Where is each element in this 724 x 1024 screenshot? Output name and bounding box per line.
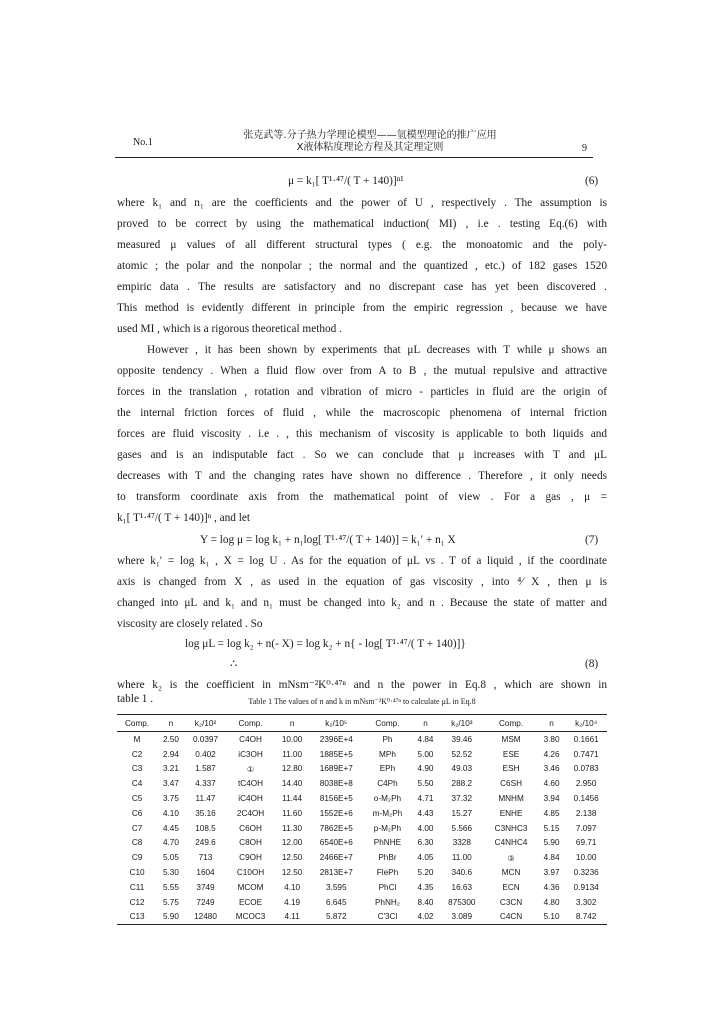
table-cell: 39.46 — [451, 734, 473, 744]
table-cell: 2.94 — [162, 749, 179, 759]
table-cell: 4.45 — [162, 823, 179, 833]
paragraph-2-line: forces are fluid viscosity . i.e . , this mechanism of viscosity is applicable to both liquids and — [117, 428, 607, 440]
table-cell: 3328 — [452, 838, 471, 848]
table-cell: 3.75 — [162, 794, 179, 804]
table-cell: 7.097 — [575, 823, 597, 833]
table-cell: 4.84 — [417, 734, 434, 744]
table-cell: 3.089 — [439, 910, 484, 925]
table-cell: MCOM — [237, 882, 264, 892]
table-cell: 4.10 — [284, 882, 301, 892]
table-cell: iC3OH — [238, 749, 263, 759]
paragraph-2-line: the internal friction forces of fluid , while the macroscopic phenomena of internal friction — [117, 407, 607, 419]
table-cell: 4.10 — [162, 808, 179, 818]
table-cell: EPh — [379, 764, 396, 774]
table-cell: 0.1456 — [573, 794, 599, 804]
table-cell: 1689E+7 — [319, 764, 353, 774]
paragraph-2-line: opposite tendency . When a fluid flow over from A to B , the mutual repulsive and attractive — [117, 365, 607, 377]
table-cell: 4.11 — [275, 910, 310, 925]
table-cell: C4NHC4 — [494, 838, 528, 848]
table-cell: C9OH — [239, 853, 262, 863]
table-cell: MCN — [501, 868, 521, 878]
equation-6: μ = k₁[ T¹·⁴⁷/( T + 140)]ⁿ¹ — [288, 175, 404, 187]
table-cell: 875300 — [448, 897, 476, 907]
table-cell: 5.00 — [417, 749, 434, 759]
table-cell: p-M₂Ph — [373, 823, 402, 833]
table-cell: 5.566 — [451, 823, 473, 833]
table-cell: 3.46 — [543, 764, 560, 774]
paragraph-2-line: k₁[ T¹·⁴⁷/( T + 140)]ⁿ , and let — [117, 512, 251, 524]
equation-6-number: (6) — [585, 175, 599, 187]
table-cell: o-M₂Ph — [373, 794, 402, 804]
table-cell: ESH — [502, 764, 520, 774]
table-cell: 4.84 — [543, 853, 560, 863]
table-cell: 3.21 — [162, 764, 179, 774]
table-row — [117, 776, 607, 791]
column-header: k₂/10² — [185, 715, 227, 732]
table-cell: 5.90 — [543, 838, 560, 848]
paragraph-3-line: viscosity are closely related . So — [117, 618, 263, 630]
table-cell: 0.402 — [195, 749, 216, 759]
table-cell: C12 — [129, 897, 145, 907]
table-cell: 1604 — [196, 868, 215, 878]
table-cell: ENHE — [499, 808, 523, 818]
column-header: n — [157, 715, 185, 732]
table-cell: 4.337 — [195, 779, 216, 789]
paragraph-1-line: This method is evidently different in principle from the empiric regression , because we have — [117, 302, 607, 314]
therefore-symbol: ∴ — [230, 658, 238, 670]
running-title — [200, 130, 540, 154]
table-cell: 4.80 — [543, 897, 560, 907]
table-cell: 3.97 — [543, 868, 560, 878]
table-cell: 5.15 — [543, 823, 560, 833]
table-cell: 0.0397 — [192, 734, 219, 744]
table-cell: m-M₂Ph — [372, 808, 403, 818]
table-cell: ① — [246, 764, 255, 774]
table-cell: 4.00 — [417, 823, 434, 833]
table-cell: MCOC3 — [226, 910, 275, 925]
table-cell: C4CN — [484, 910, 537, 925]
table-cell: MSM — [501, 734, 521, 744]
table-cell: C9 — [131, 853, 143, 863]
table-row — [117, 880, 607, 895]
table-cell: 11.47 — [195, 794, 216, 804]
table-cell: iC4OH — [238, 794, 263, 804]
table-cell: 52.52 — [451, 749, 473, 759]
table-cell: 2C4OH — [236, 808, 265, 818]
table-cell: 5.10 — [538, 910, 566, 925]
table-cell: 10.00 — [575, 853, 597, 863]
values-table — [117, 714, 607, 925]
paragraph-1-line: where k₁ and n₁ are the coefficients and the power of U , respectively . The assumption is — [117, 197, 607, 209]
table-cell: 1552E+6 — [319, 808, 353, 818]
table-cell: 5.30 — [162, 868, 179, 878]
column-header: Comp. — [226, 715, 275, 732]
column-header: k₂/10⁴ — [565, 715, 607, 732]
table-cell: 5.872 — [309, 910, 363, 925]
table-cell: 12.50 — [281, 868, 303, 878]
table-cell: 1.587 — [195, 764, 216, 774]
table-cell: C10 — [129, 868, 145, 878]
table-cell: 69.71 — [575, 838, 597, 848]
table-cell: C2 — [131, 749, 143, 759]
table-cell: 11.60 — [282, 808, 303, 818]
table-cell: C5 — [131, 794, 143, 804]
table-cell: 2.50 — [162, 734, 179, 744]
table-cell: 5.90 — [157, 910, 185, 925]
table-cell: C6 — [131, 808, 143, 818]
paragraph-1-line: measured μ values of all different structural types ( e.g. the monoatomic and the poly- — [117, 239, 607, 251]
table-cell: 7249 — [196, 897, 215, 907]
paragraph-1-line: empiric data . The results are satisfactory and no discrepant case has yet been discovered . — [117, 281, 607, 293]
table-cell: C8OH — [239, 838, 262, 848]
paragraph-4-line: table 1 . — [117, 693, 154, 705]
table-cell: 11.44 — [282, 794, 303, 804]
table-cell: 11.00 — [282, 749, 303, 759]
table-cell: MPh — [379, 749, 396, 759]
table-cell: 8.40 — [417, 897, 434, 907]
table-cell: 0.3236 — [573, 868, 599, 878]
table-cell: 12.50 — [281, 853, 303, 863]
table-cell: 4.71 — [417, 794, 434, 804]
table-cell: ECN — [502, 882, 520, 892]
column-header: n — [538, 715, 566, 732]
table-cell: 5.75 — [162, 897, 179, 907]
table-cell: C8 — [131, 838, 143, 848]
table-cell: 1885E+5 — [319, 749, 353, 759]
table-cell: M — [133, 734, 141, 744]
table-cell: 8038E+8 — [319, 779, 353, 789]
table-cell: 12.00 — [281, 838, 303, 848]
table-cell: C13 — [117, 910, 157, 925]
paragraph-2-line: forces in the translation , rotation and vibration of micro - particles in fluid are the origin of — [117, 386, 607, 398]
table-cell: 0.9134 — [573, 882, 599, 892]
column-header: Comp. — [117, 715, 157, 732]
table-cell: 2813E+7 — [319, 868, 353, 878]
table-row — [117, 850, 607, 865]
running-title-line2: Ⅹ液体粘度理论方程及其定理定则 — [296, 142, 444, 153]
table-cell: ECOE — [238, 897, 263, 907]
table-cell: 5.55 — [162, 882, 179, 892]
table-cell: 4.05 — [417, 853, 434, 863]
table-cell: 4.60 — [543, 779, 560, 789]
table-cell: 12.80 — [281, 764, 303, 774]
table-cell: 16.63 — [451, 882, 473, 892]
table-cell: 4.85 — [543, 808, 560, 818]
running-title-line1: 张克武等.分子热力学理论模型——氫模型理论的推广应用 — [243, 130, 497, 141]
table-row — [117, 806, 607, 821]
paragraph-3-line: where k₁′ = log k₁ , X = log U . As for the equation of μL vs . T of a liquid , if the coordinate — [117, 555, 607, 567]
paragraph-1-line: proved to be correct by using the mathematical induction( MI) , i.e . testing Eq.(6) with — [117, 218, 607, 230]
table-cell: 713 — [198, 853, 213, 863]
table-cell: 15.27 — [451, 808, 473, 818]
table-row — [117, 747, 607, 762]
table-row — [117, 762, 607, 777]
paragraph-2-line: decreases with T and the changing rates have shown no difference . Therefore , it only needs — [117, 470, 607, 482]
paragraph-2-line: to transform coordinate axis from the mathematical point of view . For a gas , μ = — [117, 491, 607, 503]
table-cell: 11.00 — [451, 853, 472, 863]
table-caption: Table 1 The values of n and k in mNsm⁻²K⁰·⁴⁷ⁿ to calculate μL in Eq.8 — [248, 697, 476, 706]
table-cell: C4OH — [239, 734, 262, 744]
table-cell: 12480 — [185, 910, 227, 925]
table-cell: 3.80 — [543, 734, 560, 744]
table-cell: 3.302 — [575, 897, 597, 907]
table-body — [117, 732, 607, 925]
table-cell: C6SH — [500, 779, 522, 789]
table-cell: 4.35 — [417, 882, 434, 892]
table-cell: C6OH — [239, 823, 262, 833]
table-cell: 249.6 — [195, 838, 216, 848]
table-cell: 0.0783 — [573, 764, 599, 774]
table-cell: ③ — [507, 853, 515, 863]
table-cell: 0.1661 — [573, 734, 599, 744]
paragraph-1-line: used MI , which is a rigorous theoretical method . — [117, 323, 342, 335]
table-row — [117, 865, 607, 880]
table-cell: 3.595 — [326, 882, 347, 892]
column-header: k₂/10³ — [439, 715, 484, 732]
table-cell: 49.03 — [451, 764, 473, 774]
table-cell: FlePh — [376, 868, 399, 878]
equation-7: Y = log μ = log k₁ + n₁log[ T¹·⁴⁷/( T + 140)] = k₁′ + n₁ X — [200, 534, 456, 546]
table-cell: 11.30 — [282, 823, 303, 833]
table-cell: 5.05 — [162, 853, 179, 863]
header-rule — [115, 157, 593, 158]
column-header: Comp. — [484, 715, 537, 732]
table-cell: 6.645 — [326, 897, 347, 907]
table-cell: 2.138 — [575, 808, 597, 818]
table-cell: C7 — [131, 823, 143, 833]
table-cell: MNHM — [498, 794, 524, 804]
table-cell: 10.00 — [281, 734, 303, 744]
table-header-row — [117, 715, 607, 732]
table-cell: PhBr — [378, 853, 397, 863]
table-row — [117, 732, 607, 747]
table-row — [117, 821, 607, 836]
table-cell: 7862E+5 — [319, 823, 353, 833]
paragraph-3-line: changed into μL and k₁ and n₁ must be changed into k₂ and n . Because the state of matter and — [117, 597, 607, 609]
table-cell: 4.36 — [543, 882, 560, 892]
table-cell: PhNH₂ — [374, 897, 400, 907]
table-cell: 3.94 — [543, 794, 560, 804]
equation-8-number: (8) — [585, 658, 599, 670]
equation-8a: log μL = log k₂ + n(- X) = log k₂ + n{ - log[ T¹·⁴⁷/( T + 140)]} — [185, 638, 466, 650]
page-number: 9 — [582, 143, 587, 154]
table-cell: C4Ph — [377, 779, 398, 789]
column-header: n — [275, 715, 310, 732]
paragraph-2-line: gases and is an indisputable fact . So we can conclude that μ increases with T and μL — [117, 449, 607, 461]
table-cell: C3 — [131, 764, 143, 774]
table-cell: C3NHC3 — [494, 823, 528, 833]
column-header: k₂/10⁵ — [309, 715, 363, 732]
table-cell: 340.6 — [451, 868, 473, 878]
table-cell: 288.2 — [451, 779, 473, 789]
paragraph-3-line: axis is changed from X , as used in the equation of gas viscosity , into ⁴⁄ X , then μ is — [117, 576, 607, 588]
table-cell: 4.02 — [412, 910, 440, 925]
table-cell: Ph — [382, 734, 393, 744]
table-cell: 4.70 — [162, 838, 179, 848]
table-cell: 2396E+4 — [319, 734, 353, 744]
table-cell: 108.5 — [195, 823, 216, 833]
table-cell: PhNHE — [373, 838, 402, 848]
table-cell: 4.43 — [417, 808, 434, 818]
table-cell: 35.16 — [195, 808, 216, 818]
column-header: Comp. — [363, 715, 412, 732]
table-row — [117, 895, 607, 910]
table-cell: 8.742 — [565, 910, 607, 925]
paragraph-2-line: However , it has been shown by experiments that μL decreases with T while μ shows an — [147, 344, 607, 356]
table-cell: tC4OH — [238, 779, 264, 789]
paragraph-4-line: where k₂ is the coefficient in mNsm⁻²K⁰·⁴⁷ⁿ and n the power in Eq.8 , which are shown in — [117, 679, 607, 691]
column-header: n — [412, 715, 440, 732]
table-cell: 14.40 — [281, 779, 303, 789]
table-cell: 3.47 — [162, 779, 179, 789]
table-cell: 4.26 — [543, 749, 560, 759]
table-row — [117, 836, 607, 851]
table-cell: 6540E+6 — [319, 838, 353, 848]
equation-7-number: (7) — [585, 534, 599, 546]
table-cell: ESE — [502, 749, 520, 759]
table-cell: 8156E+5 — [319, 794, 353, 804]
table-cell: 2.950 — [575, 779, 597, 789]
table-cell: 3749 — [196, 882, 215, 892]
table-cell: 5.20 — [417, 868, 434, 878]
table-cell: C11 — [129, 882, 145, 892]
table-cell: 5.50 — [417, 779, 434, 789]
table-cell: 4.19 — [284, 897, 301, 907]
table-cell: C3CN — [499, 897, 523, 907]
table-cell: 37.32 — [451, 794, 473, 804]
table-cell: C′3Cl — [363, 910, 412, 925]
table-cell: C10OH — [236, 868, 265, 878]
table-cell: PhCl — [378, 882, 397, 892]
table-cell: 4.90 — [417, 764, 434, 774]
issue-label: No.1 — [133, 137, 153, 148]
table-row — [117, 910, 607, 925]
paragraph-1-line: atomic ; the polar and the nonpolar ; the normal and the quantized , etc.) of 182 gases 1520 — [117, 260, 607, 272]
table-cell: C4 — [131, 779, 143, 789]
table-cell: 0.7471 — [573, 749, 599, 759]
table-cell: 2466E+7 — [319, 853, 353, 863]
table-cell: 6.30 — [417, 838, 434, 848]
table-row — [117, 791, 607, 806]
